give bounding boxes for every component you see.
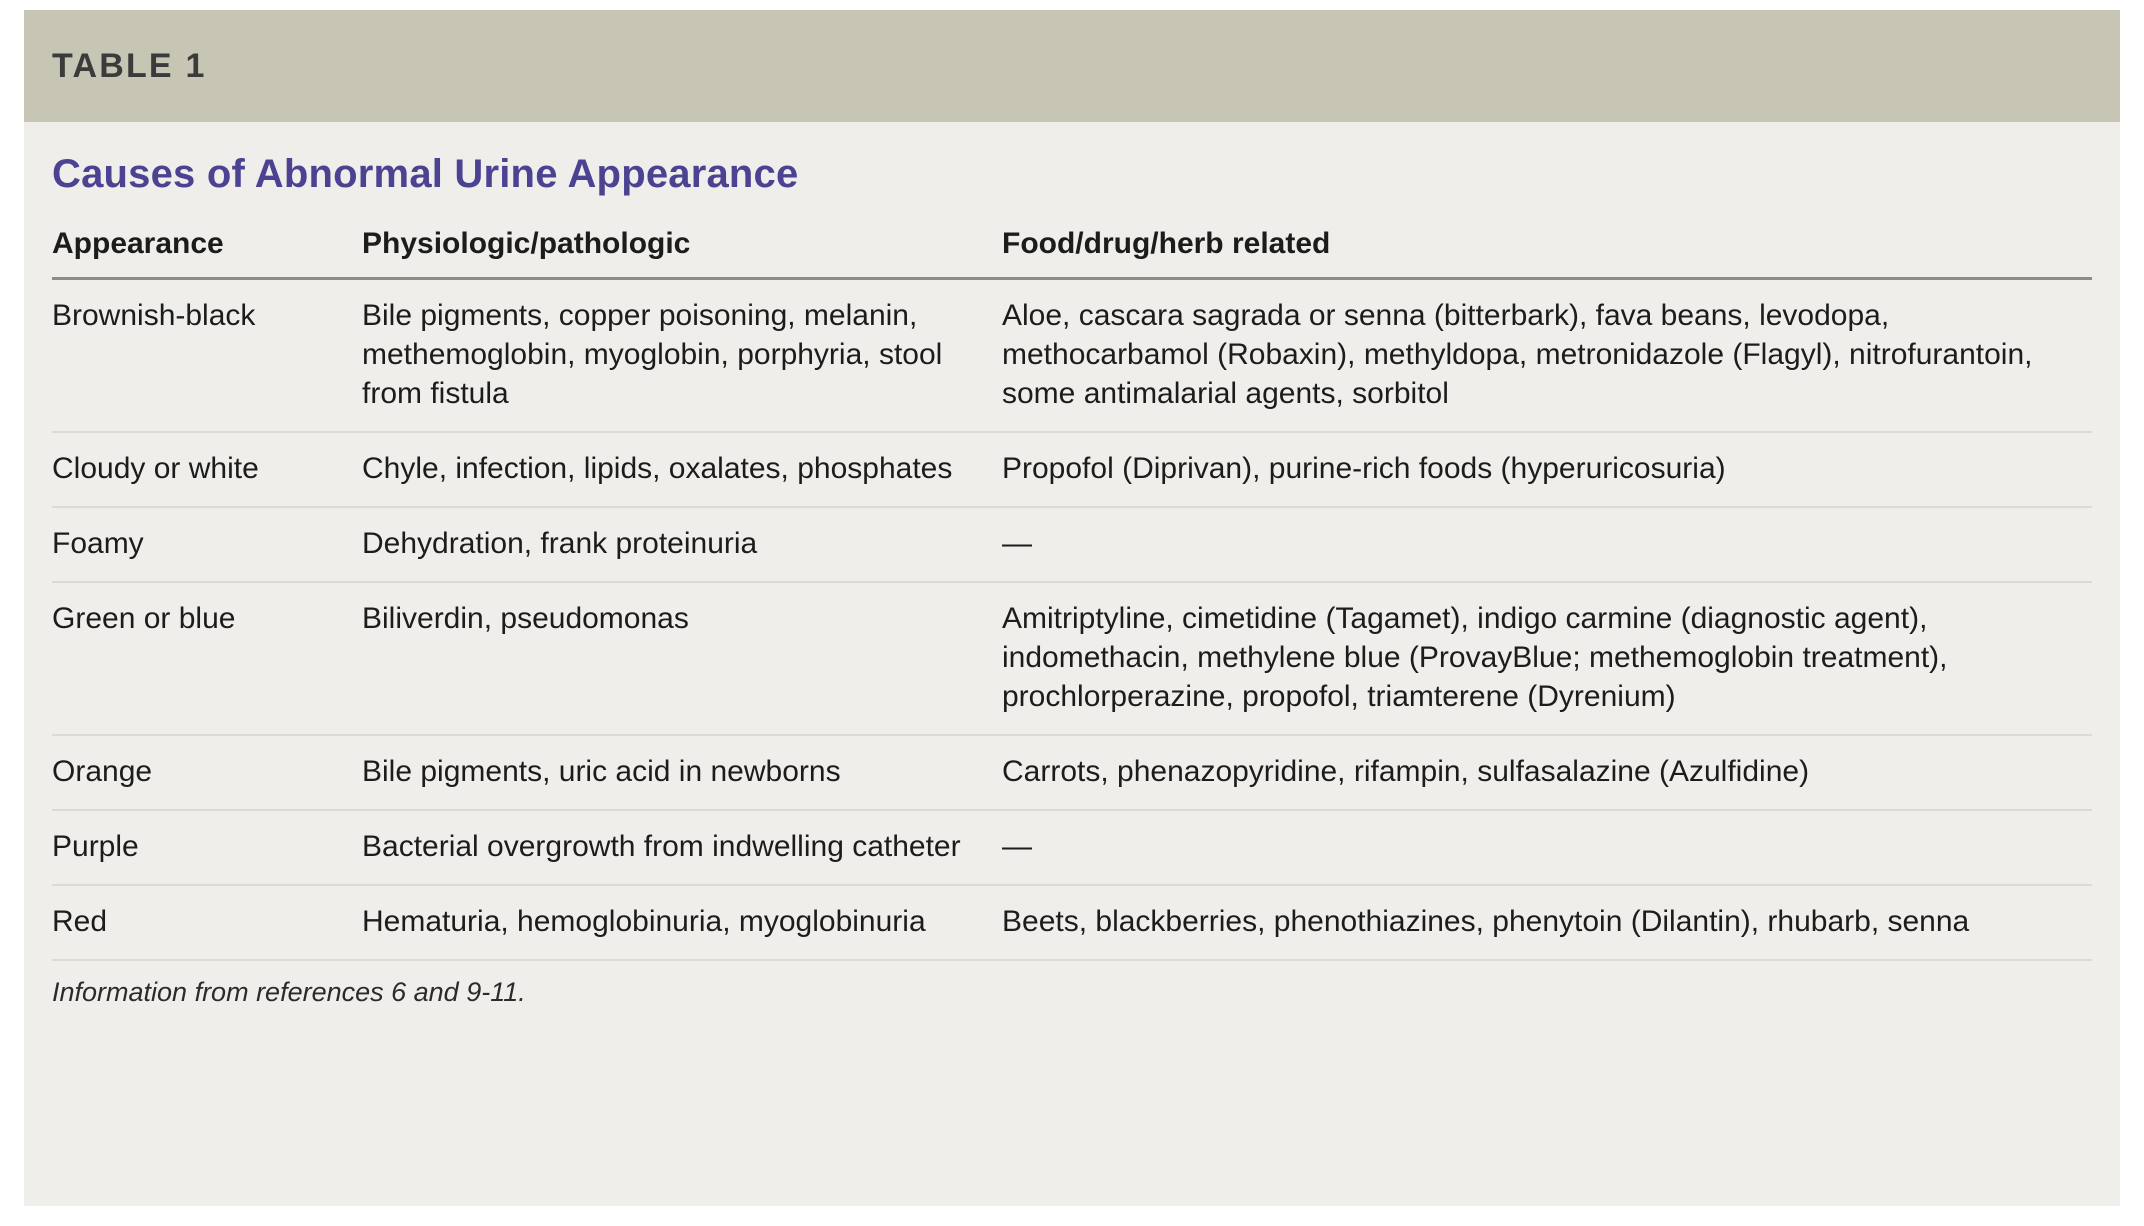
table-head <box>52 227 2092 279</box>
cell-appearance: Red <box>52 885 362 960</box>
cell-physiologic: Bile pigments, uric acid in newborns <box>362 735 1002 810</box>
table-row <box>52 735 2092 810</box>
column-header-food-drug-herb: Food/drug/herb related <box>1002 227 2092 279</box>
table-body-rows <box>52 279 2092 961</box>
cell-food-drug-herb: — <box>1002 507 2092 582</box>
cell-appearance: Cloudy or white <box>52 432 362 507</box>
table-body <box>24 122 2120 1008</box>
cell-food-drug-herb: Aloe, cascara sagrada or senna (bitterbark), fava beans, levodopa, methocarbamol (Robaxin), methyldopa, metronidazole (Flagyl), nitrofurantoin, some antimalarial agents, sorbitol <box>1002 279 2092 433</box>
cell-food-drug-herb: Propofol (Diprivan), purine-rich foods (hyperuricosuria) <box>1002 432 2092 507</box>
table-card <box>24 10 2120 1206</box>
cell-physiologic: Bacterial overgrowth from indwelling catheter <box>362 810 1002 885</box>
cell-appearance: Foamy <box>52 507 362 582</box>
cell-food-drug-herb: Amitriptyline, cimetidine (Tagamet), indigo carmine (diagnostic agent), indomethacin, methylene blue (ProvayBlue; methemoglobin treatment), prochlorperazine, propofol, triamterene (Dyrenium) <box>1002 582 2092 735</box>
page-title: Causes of Abnormal Urine Appearance <box>52 152 799 196</box>
table-number-bar <box>24 10 2120 122</box>
cell-appearance: Green or blue <box>52 582 362 735</box>
table-number-label: TABLE 1 <box>52 46 207 85</box>
table-row <box>52 810 2092 885</box>
cell-physiologic: Hematuria, hemoglobinuria, myoglobinuria <box>362 885 1002 960</box>
cell-physiologic: Dehydration, frank proteinuria <box>362 507 1002 582</box>
table-footnote: Information from references 6 and 9-11. <box>52 977 526 1007</box>
column-header-appearance: Appearance <box>52 227 362 279</box>
cell-appearance: Brownish-black <box>52 279 362 433</box>
cell-appearance: Purple <box>52 810 362 885</box>
cell-physiologic: Bile pigments, copper poisoning, melanin, methemoglobin, myoglobin, porphyria, stool from fistula <box>362 279 1002 433</box>
column-header-physiologic: Physiologic/pathologic <box>362 227 1002 279</box>
table-header-row <box>52 227 2092 279</box>
cell-physiologic: Chyle, infection, lipids, oxalates, phosphates <box>362 432 1002 507</box>
cell-food-drug-herb: — <box>1002 810 2092 885</box>
cell-physiologic: Biliverdin, pseudomonas <box>362 582 1002 735</box>
table-row <box>52 279 2092 433</box>
data-table <box>52 227 2092 961</box>
cell-food-drug-herb: Beets, blackberries, phenothiazines, phenytoin (Dilantin), rhubarb, senna <box>1002 885 2092 960</box>
table-row <box>52 507 2092 582</box>
table-row <box>52 432 2092 507</box>
table-row <box>52 885 2092 960</box>
cell-food-drug-herb: Carrots, phenazopyridine, rifampin, sulfasalazine (Azulfidine) <box>1002 735 2092 810</box>
table-row <box>52 582 2092 735</box>
cell-appearance: Orange <box>52 735 362 810</box>
